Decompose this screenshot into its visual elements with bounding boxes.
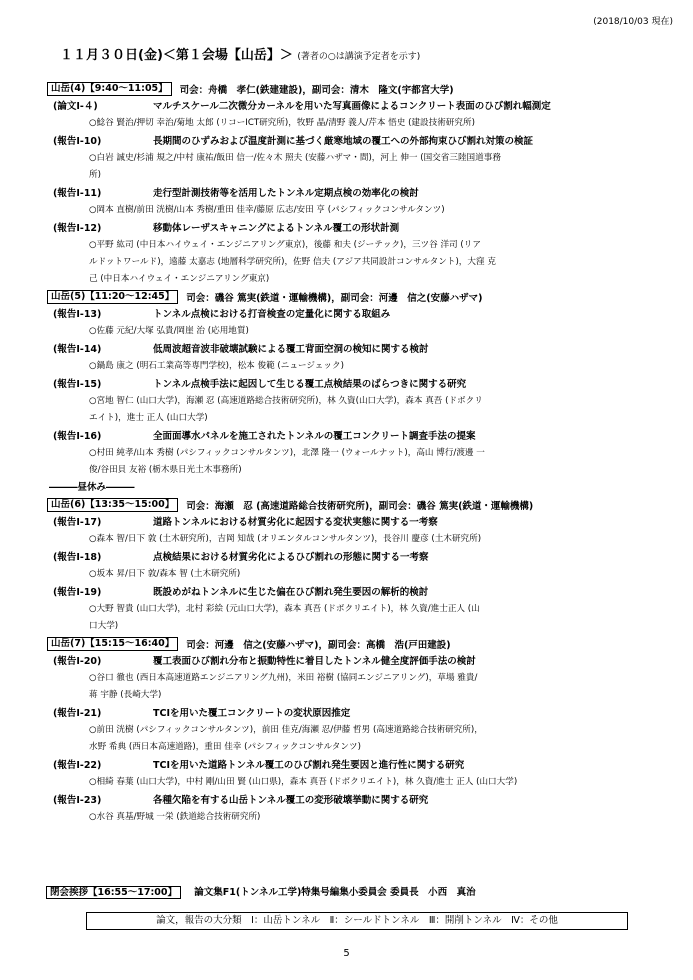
paper-title-text: 移動体レーザスキャニングによるトンネル覆工の形状計測: [153, 223, 400, 234]
page-title: [60, 44, 420, 63]
paper-entry: [53, 514, 675, 548]
paper-authors: ○村田 純孝/山本 秀樹 (パシフィックコンサルタンツ)，北澤 隆一 (ウォールナット)，高山 博行/渡邊 一 俊/谷田貝 友裕 (栃木県日光土木事務所): [89, 448, 485, 475]
paper-code: (報告Ⅰ-13): [53, 309, 102, 320]
session-chairs: 司会：海瀬 忍 (高速道路総合技術研究所)，副司会：磯谷 篤実(鉄道・運輸機構): [186, 501, 534, 512]
paper-code: (報告Ⅰ-12): [53, 223, 102, 234]
session-header: [47, 498, 675, 512]
paper-title: [53, 549, 675, 566]
paper-entry: [53, 584, 675, 635]
session-chairs: 司会：舟橋 孝仁(鉄建建設)，副司会：清木 隆文(宇都宮大学): [179, 85, 454, 96]
paper-code: (報告Ⅰ-16): [53, 431, 102, 442]
session-chairs: 司会：河邊 信之(安藤ハザマ)，副司会：高橋 浩(戸田建設): [186, 640, 451, 651]
closing-text: 論文集F1(トンネル工学)特集号編集小委員会 委員長 小西 真治: [194, 887, 476, 898]
paper-entry: [53, 653, 675, 704]
paper-entry: [53, 98, 675, 132]
paper-title-text: 点検結果における材質劣化によるひび割れの形態に関する一考察: [153, 552, 429, 563]
paper-title: [53, 98, 675, 115]
paper-authors: ○水谷 真基/野城 一栄 (鉄道総合技術研究所): [89, 812, 261, 822]
paper-title: [53, 705, 675, 722]
session-label: 山岳(5)【11:20～12:45】: [47, 290, 178, 304]
paper-title-text: 各種欠陥を有する山岳トンネル覆工の変形破壊挙動に関する研究: [153, 795, 429, 806]
paper-title-text: 既設めがねトンネルに生じた偏在ひび割れ発生要因の解析的検討: [153, 587, 429, 598]
paper-code: (報告Ⅰ-10): [53, 136, 102, 147]
paper-entry: [53, 757, 675, 791]
paper-title-text: 走行型計測技術等を活用したトンネル定期点検の効率化の検討: [153, 188, 419, 199]
sessions-list: [47, 80, 675, 827]
paper-code: (報告Ⅰ-19): [53, 587, 102, 598]
paper-title-text: 全面面導水パネルを施工されたトンネルの覆工コンクリート調査手法の提案: [153, 431, 476, 442]
paper-authors: ○谷口 徹也 (西日本高速道路エンジニアリング九州)，米田 裕樹 (協同エンジニアリング)，草場 雅貴/ 蒋 宇静 (長崎大学): [89, 673, 478, 700]
paper-authors: ○平野 紘司 (中日本ハイウェイ・エンジニアリング東京)，後藤 和夫 (ジーテック)，三ツ谷 洋司 (リア ルドットワールド)，遠藤 太嘉志 (地層科学研究所)，佐野 信夫 (アジア共同設計コンサルタント)，大窪 克 己 (中日本ハイウェイ・エンジニアリング東京): [89, 240, 496, 284]
paper-code: (報告Ⅰ-23): [53, 795, 102, 806]
session-label: 山岳(4)【9:40～11:05】: [47, 82, 172, 96]
category-legend: 論文，報告の大分類 Ⅰ：山岳トンネル Ⅱ：シールドトンネル Ⅲ：開削トンネル Ⅳ：その他: [86, 912, 628, 930]
session-header: [47, 290, 675, 304]
paper-title: [53, 428, 675, 445]
paper-title: [53, 584, 675, 601]
paper-code: (報告Ⅰ-15): [53, 379, 102, 390]
paper-entry: [53, 376, 675, 427]
paper-title-text: 道路トンネルにおける材質劣化に起因する変状実態に関する一考察: [153, 517, 438, 528]
paper-authors: ○森本 智/日下 敦 (土木研究所)，吉岡 知哉 (オリエンタルコンサルタンツ)，長谷川 慶彦 (土木研究所): [89, 534, 482, 544]
title-main: １１月３０日(金)＜第１会場【山岳】＞: [60, 48, 293, 63]
paper-title: [53, 376, 675, 393]
closing-remarks: [46, 884, 476, 898]
session-chairs: 司会：磯谷 篤実(鉄道・運輸機構)，副司会：河邊 信之(安藤ハザマ): [186, 293, 483, 304]
paper-title: [53, 133, 675, 150]
paper-code: (報告Ⅰ-22): [53, 760, 102, 771]
paper-title-text: トンネル点検における打音検査の定量化に関する取組み: [153, 309, 391, 320]
session-label: 山岳(6)【13:35～15:00】: [47, 498, 178, 512]
page-number: 5: [343, 948, 350, 959]
paper-title-text: 低周波超音波非破壊試験による覆工背面空洞の検知に関する検討: [153, 344, 429, 355]
paper-authors: ○鍋島 康之 (明石工業高等専門学校)，松本 俊範 (ニュージェック): [89, 361, 344, 371]
paper-entry: [53, 133, 675, 184]
paper-code: (報告Ⅰ-17): [53, 517, 102, 528]
paper-authors: ○大野 智貴 (山口大学)，北村 彩絵 (元山口大学)，森本 真吾 (ドボクリエイト)，林 久資/進士正人 (山 口大学): [89, 604, 480, 631]
paper-entry: [53, 549, 675, 583]
session-header: [47, 82, 675, 96]
paper-title-text: TCIを用いた覆工コンクリートの変状原因推定: [153, 708, 351, 719]
paper-title: [53, 792, 675, 809]
revision-date: (2018/10/03 現在): [593, 17, 673, 27]
paper-entry: [53, 428, 675, 479]
paper-title-text: マルチスケール二次微分カーネルを用いた写真画像によるコンクリート表面のひび割れ幅測定: [153, 101, 551, 112]
paper-title: [53, 306, 675, 323]
paper-entry: [53, 705, 675, 756]
paper-entry: [53, 185, 675, 219]
paper-title-text: 長期間のひずみおよび温度計測に基づく厳寒地域の覆工への外部拘束ひび割れ対策の検証: [153, 136, 534, 147]
paper-entry: [53, 306, 675, 340]
paper-code: (報告Ⅰ-20): [53, 656, 102, 667]
paper-entry: [53, 792, 675, 826]
paper-title-text: 覆工表面ひび割れ分布と振動特性に着目したトンネル健全度評価手法の検討: [153, 656, 476, 667]
paper-authors: ○坂本 昇/日下 敦/森本 智 (土木研究所): [89, 569, 241, 579]
paper-title: [53, 185, 675, 202]
paper-authors: ○岡本 直樹/前田 洸樹/山本 秀樹/重田 佳幸/藤原 広志/安田 亨 (パシフィックコンサルタンツ): [89, 205, 445, 215]
paper-title-text: TCIを用いた道路トンネル覆工のひび割れ発生要因と進行性に関する研究: [153, 760, 465, 771]
paper-code: (論文Ⅰ-４): [53, 101, 98, 112]
lunch-break: ―――昼休み―――: [49, 482, 135, 493]
paper-code: (報告Ⅰ-11): [53, 188, 102, 199]
title-note: (著者の○は講演予定者を示す): [297, 52, 421, 62]
paper-entry: [53, 220, 675, 288]
paper-authors: ○宮地 智仁 (山口大学)，海瀬 忍 (高速道路総合技術研究所)，林 久資(山口大学)，森本 真吾 (ドボクリ エイト)，進士 正人 (山口大学): [89, 396, 483, 423]
paper-authors: ○白岩 誠史/杉浦 規之/中村 康祐/飯田 信一/佐々木 照夫 (安藤ハザマ・間)，河上 伸一 (国交省三陸国道事務 所): [89, 153, 501, 180]
paper-title: [53, 220, 675, 237]
paper-title-text: トンネル点検手法に起因して生じる覆工点検結果のばらつきに関する研究: [153, 379, 467, 390]
session-label: 山岳(7)【15:15～16:40】: [47, 637, 178, 651]
session-header: [47, 637, 675, 651]
paper-title: [53, 514, 675, 531]
paper-authors: ○鯰谷 賢治/押切 幸治/菊地 太郎 (リコーICT研究所)，牧野 晶/清野 義人/芹本 悟史 (建設技術研究所): [89, 118, 475, 128]
paper-code: (報告Ⅰ-21): [53, 708, 102, 719]
paper-authors: ○前田 洸樹 (パシフィックコンサルタンツ)，前田 佳克/海瀬 忍/伊藤 哲男 (高速道路総合技術研究所)， 水野 希典 (西日本高速道路)，重田 佳幸 (パシフィックコンサルタンツ): [89, 725, 483, 752]
paper-authors: ○相綺 春葉 (山口大学)，中村 剛/山田 賢 (山口県)，森本 真吾 (ドボクリエイト)，林 久資/進士 正人 (山口大学): [89, 777, 518, 787]
paper-title: [53, 653, 675, 670]
paper-title: [53, 341, 675, 358]
closing-label: 閉会挨拶【16:55～17:00】: [46, 886, 181, 899]
paper-code: (報告Ⅰ-18): [53, 552, 102, 563]
paper-code: (報告Ⅰ-14): [53, 344, 102, 355]
paper-title: [53, 757, 675, 774]
paper-entry: [53, 341, 675, 375]
paper-authors: ○佐藤 元紀/大塚 弘貴/岡崖 治 (応用地質): [89, 326, 249, 336]
